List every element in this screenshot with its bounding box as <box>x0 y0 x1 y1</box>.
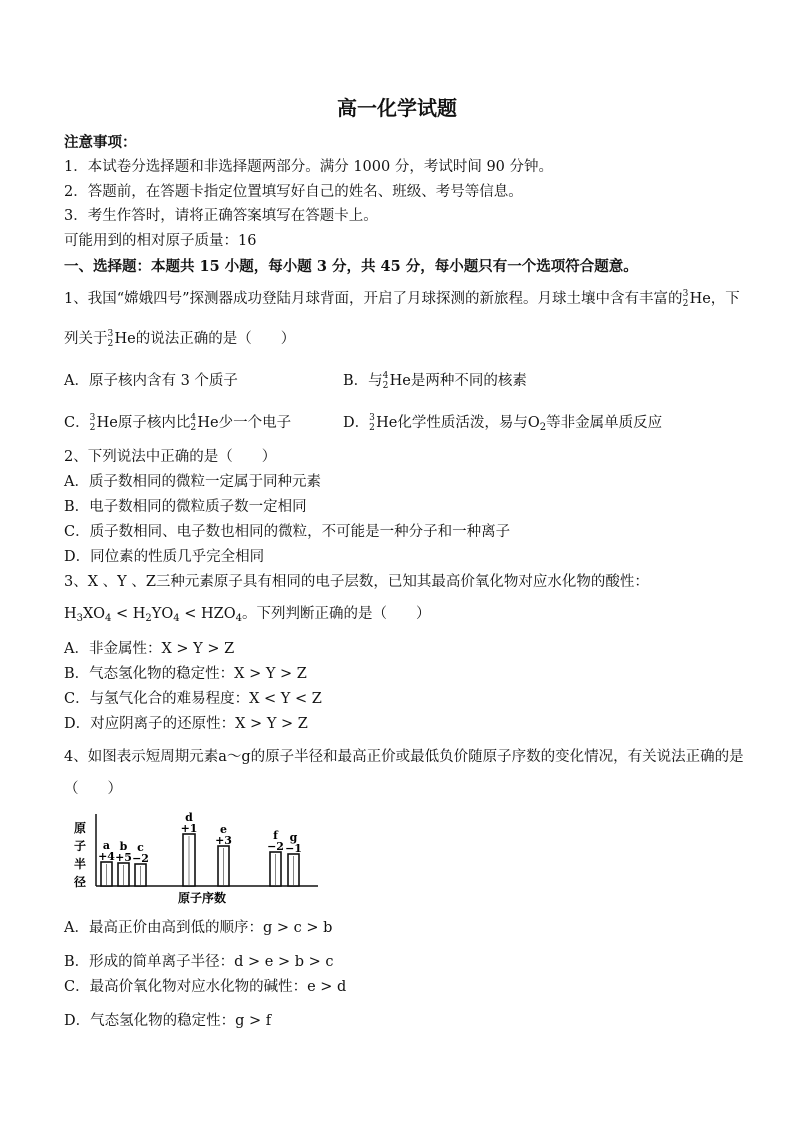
element-label-d: d <box>185 811 193 824</box>
q3-option-c: C．与氢气化合的难易程度：X < Y < Z <box>64 691 322 707</box>
q4-stem-line2: （ ） <box>64 781 122 797</box>
element-label-g: g <box>289 831 298 844</box>
page-title: 高一化学试题 <box>337 96 457 120</box>
valence-label-b: +5 <box>115 851 132 864</box>
y-axis-label-char: 子 <box>73 839 87 853</box>
q1-option-b: B．与 4 2 He是两种不同的核素 <box>343 371 527 391</box>
isotope-he4: 4 2 <box>190 413 197 433</box>
element-label-a: a <box>102 839 111 852</box>
x-axis-label: 原子序数 <box>177 891 227 905</box>
q1-stem-line1: 1、我国“嫦娥四号”探测器成功登陆月球背面，开启了月球探测的新旅程。月球土壤中含有丰富的 3 2 He，下 <box>64 289 740 309</box>
q2-option-c: C．质子数相同、电子数也相同的微粒，不可能是一种分子和一种离子 <box>64 524 511 540</box>
q4-option-d: D．气态氢化物的稳定性：g > f <box>64 1013 272 1029</box>
isotope-he3: 3 2 <box>369 413 375 433</box>
q3-option-d: D．对应阴离子的还原性：X > Y > Z <box>64 716 308 732</box>
q4-stem-line1: 4、如图表示短周期元素a～g的原子半径和最高正价或最低负价随原子序数的变化情况，有关说法正确的是 <box>64 749 744 765</box>
notice-item-3: 3．考生作答时，请将正确答案填写在答题卡上。 <box>64 208 378 224</box>
acid-formula: $H_3XO_4 < H_2YO_4 < HZO_4$ <box>64 606 242 624</box>
notice-item-1: 1．本试卷分选择题和非选择题两部分。满分 1000 分，考试时间 90 分钟。 <box>64 159 554 175</box>
q3-option-a: A．非金属性：X > Y > Z <box>64 641 235 657</box>
q2-option-b: B．电子数相同的微粒质子数一定相同 <box>64 499 307 515</box>
q4-atomic-radius-chart <box>66 810 326 905</box>
isotope-he3: 3 2 <box>107 329 114 349</box>
valence-label-c: −2 <box>132 852 149 865</box>
valence-label-g: −1 <box>285 842 302 855</box>
valence-label-e: +3 <box>215 834 232 847</box>
q2-stem: 2、下列说法中正确的是（ ） <box>64 449 277 465</box>
q1-option-d: D． 3 2 He化学性质活泼，易与$O_2$等非金属单质反应 <box>343 413 663 433</box>
element-label-e: e <box>220 823 227 836</box>
y-axis-label-char: 半 <box>73 857 87 871</box>
q1-option-a: A．原子核内含有 3 个质子 <box>64 373 238 389</box>
isotope-he4: 4 2 <box>382 371 389 391</box>
element-label-b: b <box>119 840 128 853</box>
isotope-he3: 3 2 <box>89 413 96 433</box>
isotope-he3: 3 2 <box>682 289 689 309</box>
notice-item-2: 2．答题前，在答题卡指定位置填写好自己的姓名、班级、考号等信息。 <box>64 184 523 200</box>
valence-label-a: +4 <box>98 850 115 863</box>
element-label-f: f <box>273 829 278 842</box>
y-axis-label-char: 原 <box>73 821 87 835</box>
q4-option-a: A．最高正价由高到低的顺序：g > c > b <box>64 920 333 936</box>
q3-stem-line1: 3、X 、Y 、Z三种元素原子具有相同的电子层数，已知其最高价氧化物对应水化物的酸性： <box>64 574 649 590</box>
y-axis-label <box>73 820 86 889</box>
q2-option-a: A．质子数相同的微粒一定属于同种元素 <box>64 474 321 490</box>
q1-stem-line2: 列关于 3 2 He的说法正确的是（ ） <box>64 329 296 349</box>
section-heading: 一、选择题：本题共 15 小题，每小题 3 分，共 45 分，每小题只有一个选项符合题意。 <box>64 258 638 275</box>
q3-stem-line2: $H_3XO_4 < H_2YO_4 < HZO_4$。下列判断正确的是（ ） <box>64 606 431 624</box>
q4-option-b: B．形成的简单离子半径：d > e > b > c <box>64 954 334 970</box>
y-axis-label-char: 径 <box>73 875 87 889</box>
q1-option-c: C． 3 2 He原子核内比 4 2 He少一个电子 <box>64 413 292 433</box>
q3-option-b: B．气态氢化物的稳定性：X > Y > Z <box>64 666 307 682</box>
notice-heading: 注意事项： <box>64 134 137 151</box>
q1-stem-text: 1、我国“嫦娥四号”探测器成功登陆月球背面，开启了月球探测的新旅程。月球土壤中含有丰富的 <box>64 291 683 307</box>
atomic-mass-note: 可能用到的相对原子质量：16 <box>64 233 257 249</box>
valence-label-d: +1 <box>180 822 198 835</box>
q4-option-c: C．最高价氧化物对应水化物的碱性：e > d <box>64 979 347 995</box>
element-label-c: c <box>137 841 144 854</box>
valence-label-f: −2 <box>267 840 284 853</box>
q2-option-d: D．同位素的性质几乎完全相同 <box>64 549 265 565</box>
